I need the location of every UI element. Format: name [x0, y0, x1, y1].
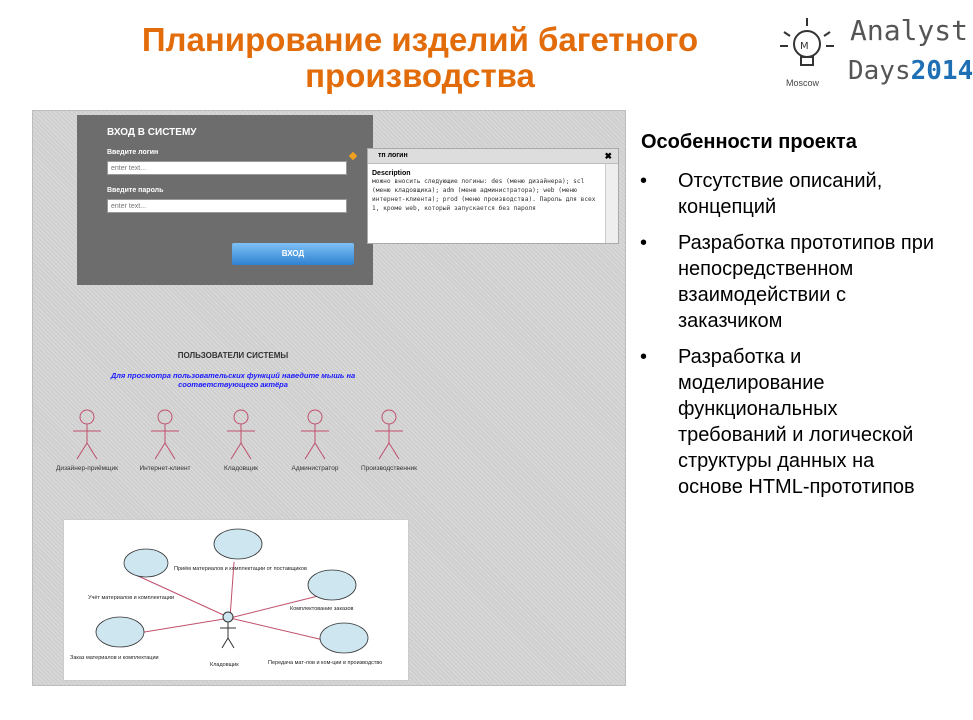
actor-label: Дизайнер-приёмщик [56, 465, 118, 472]
actor[interactable] [47, 409, 127, 472]
actor[interactable] [349, 409, 429, 472]
stick-figure-icon [145, 409, 185, 463]
login-button[interactable]: ВХОД [232, 243, 354, 265]
password-input[interactable] [107, 199, 347, 213]
feature-text: Разработка и моделирование функциональных требований и логической структуры данных на основе HTML-прототипов [678, 346, 915, 498]
users-title: ПОЛЬЗОВАТЕЛИ СИСТЕМЫ [177, 351, 289, 360]
login-input[interactable] [107, 161, 347, 175]
usecase-packing: Комплектование заказов [290, 606, 354, 612]
analyst-days-logo [772, 12, 973, 94]
logo-year: 2014 [910, 56, 973, 86]
logo-days-word: Days [848, 56, 911, 86]
prototype-screenshot [32, 110, 626, 686]
usecase-transfer: Передача мат-лов и ком-ции в производство [268, 660, 383, 666]
stick-figure-icon [369, 409, 409, 463]
logo-analyst-text: Analyst [850, 14, 969, 47]
feature-item [638, 344, 938, 500]
tooltip-scrollbar[interactable] [605, 164, 618, 243]
actor[interactable] [201, 409, 281, 472]
title-line-1: Планирование изделий багетного [141, 21, 699, 58]
actor-label: Кладовщик [224, 465, 258, 472]
slide-title [60, 22, 780, 94]
actor[interactable] [125, 409, 205, 472]
logo-city: Moscow [786, 78, 820, 88]
feature-text: Разработка прототипов при непосредственном взаимодействии с заказчиком [678, 232, 935, 332]
users-subtitle: Для просмотра пользовательских функций наведите мышь на соответствующего актёра [110, 371, 356, 389]
actor[interactable] [275, 409, 355, 472]
tooltip-body: можно вносить следующие логины: des (меню дизайнера); scl (меню кладовщика); adm (меню администратора); web (меню интернет-клиента); prod (меню производства). Пароль для всех 1, кроме web, который запускается без пароля [372, 178, 596, 212]
stick-figure-icon [221, 409, 261, 463]
stick-figure-icon [67, 409, 107, 463]
login-title: ВХОД В СИСТЕМУ [107, 127, 197, 138]
usecase-order: Заказ материалов и комплектации [70, 655, 159, 661]
usecase-actor-label: Кладовщик [210, 662, 239, 668]
password-label: Введите пароль [107, 187, 164, 194]
bullet-icon: • [640, 170, 648, 192]
svg-text:M: M [800, 41, 809, 52]
close-icon[interactable]: ✖ [604, 151, 612, 161]
tooltip-header: тп логин [378, 152, 408, 159]
login-label: Введите логин [107, 149, 159, 156]
stick-figure-icon [295, 409, 335, 463]
features-heading: Особенности проекта [641, 131, 857, 153]
tooltip-description-label: Description [372, 170, 411, 177]
title-line-2: производства [305, 57, 535, 94]
usecase-receive: Приём материалов и комплектации от поставщиков [174, 566, 307, 572]
bullet-icon: • [640, 232, 648, 254]
actor-label: Производственник [360, 465, 418, 472]
actor-label: Интернет-клиент [139, 465, 191, 472]
usecase-diagram [63, 519, 409, 681]
feature-text: Отсутствие описаний, концепций [678, 170, 883, 218]
login-form [77, 115, 373, 285]
actor-label: Администратор [291, 465, 339, 472]
feature-item [638, 230, 938, 334]
features-list [638, 168, 938, 510]
lightbulb-icon [772, 12, 842, 82]
feature-item [638, 168, 938, 220]
bullet-icon: • [640, 346, 648, 368]
logo-days-text [848, 56, 973, 86]
login-tooltip [367, 148, 619, 244]
usecase-accounting: Учёт материалов и комплектации [88, 595, 175, 601]
